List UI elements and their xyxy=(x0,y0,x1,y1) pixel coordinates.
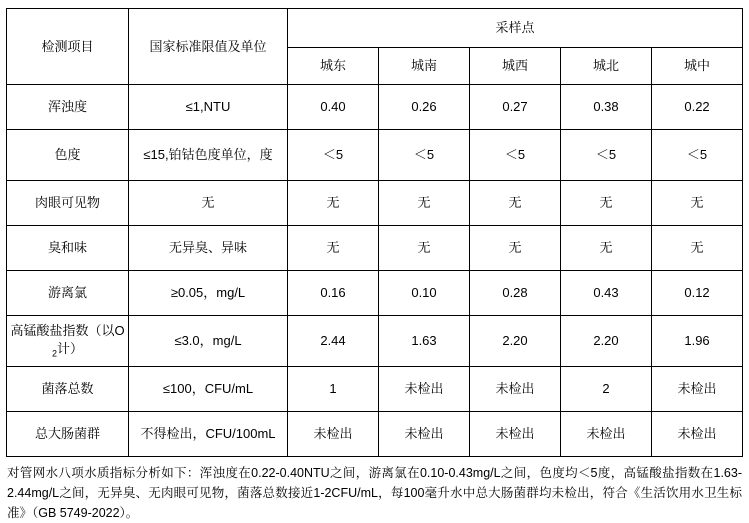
row-value-beicheng: 无 xyxy=(561,226,652,271)
row-value-nancheng: 未检出 xyxy=(379,412,470,457)
row-value-beicheng: 2.20 xyxy=(561,316,652,367)
row-standard-value: ≤1,NTU xyxy=(129,85,288,130)
row-item-label: 游离氯 xyxy=(7,271,129,316)
table-row xyxy=(7,412,743,457)
row-item-label xyxy=(7,316,129,367)
row-value-dongcheng: ＜5 xyxy=(288,130,379,181)
analysis-note xyxy=(6,463,743,523)
row-value-nancheng: 1.63 xyxy=(379,316,470,367)
row-value-beicheng: 2 xyxy=(561,367,652,412)
row-item-label-prefix: 高锰酸盐指数（以O xyxy=(10,323,125,339)
row-standard-value: ≤3.0，mg/L xyxy=(129,316,288,367)
row-value-xicheng: 未检出 xyxy=(470,367,561,412)
row-value-xicheng: 0.28 xyxy=(470,271,561,316)
header-site-nancheng: 城南 xyxy=(379,48,470,85)
row-value-zhongcheng: 0.22 xyxy=(652,85,743,130)
row-standard-value: 无异臭、异味 xyxy=(129,226,288,271)
row-item-label: 菌落总数 xyxy=(7,367,129,412)
row-item-label: 色度 xyxy=(7,130,129,181)
row-value-nancheng: 无 xyxy=(379,226,470,271)
row-standard-value: 无 xyxy=(129,181,288,226)
header-site-dongcheng: 城东 xyxy=(288,48,379,85)
row-standard-value: ≤100，CFU/mL xyxy=(129,367,288,412)
row-value-xicheng: 0.27 xyxy=(470,85,561,130)
row-standard-value: ≥0.05，mg/L xyxy=(129,271,288,316)
table-row xyxy=(7,271,743,316)
header-site-xicheng: 城西 xyxy=(470,48,561,85)
table-row xyxy=(7,226,743,271)
row-value-zhongcheng: 无 xyxy=(652,181,743,226)
row-item-label-subscript: 2 xyxy=(51,348,57,359)
header-site-beicheng: 城北 xyxy=(561,48,652,85)
row-value-beicheng: ＜5 xyxy=(561,130,652,181)
row-value-nancheng: 0.10 xyxy=(379,271,470,316)
row-value-xicheng: 无 xyxy=(470,226,561,271)
row-value-zhongcheng: 无 xyxy=(652,226,743,271)
analysis-note-text: 对管网水八项水质指标分析如下：浑浊度在0.22-0.40NTU之间，游离氯在0.10-0.43mg/L之间，色度均＜5度，高锰酸盐指数在1.63-2.44mg/L之间，无异臭、无肉眼可见物，菌落总数接近1-2CFU/mL，每100毫升水中总大肠菌群均未检出，符合《生活饮用水卫生标准》（GB 5749-2022）。 xyxy=(7,466,742,520)
row-standard-value: ≤15,铂钴色度单位，度 xyxy=(129,130,288,181)
row-item-label: 总大肠菌群 xyxy=(7,412,129,457)
row-value-zhongcheng: 0.12 xyxy=(652,271,743,316)
row-value-nancheng: 未检出 xyxy=(379,367,470,412)
row-value-xicheng: 无 xyxy=(470,181,561,226)
row-value-nancheng: 0.26 xyxy=(379,85,470,130)
table-header-row-top xyxy=(7,9,743,48)
row-standard-value: 不得检出，CFU/100mL xyxy=(129,412,288,457)
row-value-beicheng: 未检出 xyxy=(561,412,652,457)
row-value-nancheng: 无 xyxy=(379,181,470,226)
row-value-nancheng: ＜5 xyxy=(379,130,470,181)
row-value-xicheng: 2.20 xyxy=(470,316,561,367)
table-row xyxy=(7,367,743,412)
table-row xyxy=(7,85,743,130)
row-item-label: 臭和味 xyxy=(7,226,129,271)
row-value-zhongcheng: 未检出 xyxy=(652,412,743,457)
row-value-dongcheng: 未检出 xyxy=(288,412,379,457)
row-value-dongcheng: 无 xyxy=(288,226,379,271)
row-value-beicheng: 无 xyxy=(561,181,652,226)
header-site-zhongcheng: 城中 xyxy=(652,48,743,85)
row-value-dongcheng: 1 xyxy=(288,367,379,412)
table-row xyxy=(7,181,743,226)
row-value-beicheng: 0.43 xyxy=(561,271,652,316)
row-item-label: 浑浊度 xyxy=(7,85,129,130)
row-value-xicheng: 未检出 xyxy=(470,412,561,457)
row-item-label: 肉眼可见物 xyxy=(7,181,129,226)
row-value-dongcheng: 无 xyxy=(288,181,379,226)
header-national-standard: 国家标准限值及单位 xyxy=(129,9,288,85)
header-detection-item: 检测项目 xyxy=(7,9,129,85)
table-row xyxy=(7,316,743,367)
row-value-zhongcheng: 1.96 xyxy=(652,316,743,367)
row-value-beicheng: 0.38 xyxy=(561,85,652,130)
row-value-dongcheng: 2.44 xyxy=(288,316,379,367)
water-quality-table xyxy=(6,8,743,457)
row-item-label-suffix: 计） xyxy=(57,340,84,356)
row-value-zhongcheng: 未检出 xyxy=(652,367,743,412)
row-value-xicheng: ＜5 xyxy=(470,130,561,181)
header-sampling-points: 采样点 xyxy=(288,9,743,48)
row-value-zhongcheng: ＜5 xyxy=(652,130,743,181)
table-row xyxy=(7,130,743,181)
row-value-dongcheng: 0.40 xyxy=(288,85,379,130)
row-value-dongcheng: 0.16 xyxy=(288,271,379,316)
